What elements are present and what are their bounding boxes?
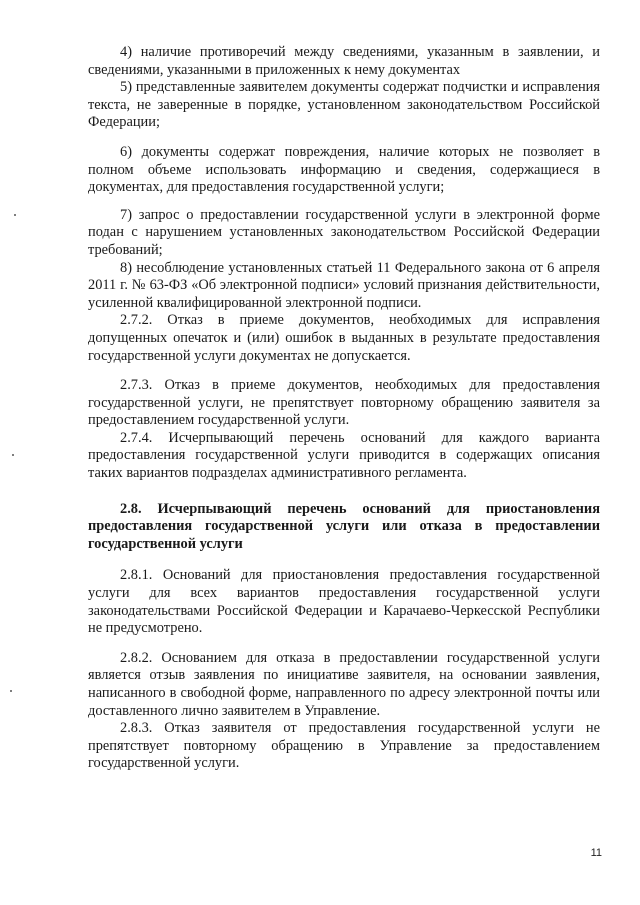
paragraph-2-7-3: 2.7.3. Отказ в приеме документов, необходимых для предоставления государственной услуги, не препятствует повторному обращению заявителя за предоставлением государственной услуги. — [88, 377, 600, 429]
list-item-6: 6) документы содержат повреждения, наличие которых не позволяет в полном объеме использовать информацию и сведения, содержащиеся в документах, для предоставления государственной услуги; — [88, 143, 600, 196]
list-item-4: 4) наличие противоречий между сведениями, указанным в заявлении, и сведениями, указанными в приложенных к нему документах — [88, 44, 600, 78]
document-body — [88, 44, 600, 781]
list-item-8: 8) несоблюдение установленных статьей 11 Федерального закона от 6 апреля 2011 г. № 63-ФЗ «Об электронной подписи» условий признания действительности, усиленной квалифицированной электронной подписи. — [88, 259, 600, 311]
paragraph-2-7-4: 2.7.4. Исчерпывающий перечень оснований для каждого варианта предоставления государственной услуги приводится в содержащих описания таких вариантов подразделах административного регламента. — [88, 429, 600, 482]
list-item-7: 7) запрос о предоставлении государственной услуги в электронной форме подан с нарушением установленных законодательством Российской Федерации требований; — [88, 206, 600, 258]
scan-speck — [10, 690, 12, 692]
paragraph-2-8-2: 2.8.2. Основанием для отказа в предоставлении государственной услуги является отзыв заявления по инициативе заявителя, на основании заявления, написанного в свободной форме, направленного по адресу электронной почты или доставленного лично заявителем в Управление. — [88, 649, 600, 719]
list-item-5: 5) представленные заявителем документы содержат подчистки и исправления текста, не заверенные в порядке, установленном законодательством Российской Федерации; — [88, 79, 600, 131]
paragraph-2-7-2: 2.7.2. Отказ в приеме документов, необходимых для исправления допущенных опечаток и (или) ошибок в выданных в результате предоставления государственной услуги документах не допускается. — [88, 312, 600, 364]
section-heading-2-8: 2.8. Исчерпывающий перечень оснований для приостановления предоставления государственной услуги или отказа в предоставлении государственной услуги — [88, 500, 600, 552]
paragraph-2-8-1: 2.8.1. Оснований для приостановления предоставления государственной услуги для всех вариантов предоставления государственной услуги законодательствами Российской Федерации и Карачаево-Черкесской Республики не предусмотрено. — [88, 567, 600, 637]
paragraph-2-8-3: 2.8.3. Отказ заявителя от предоставления государственной услуги не препятствует повторному обращению в Управление за предоставлением государственной услуги. — [88, 720, 600, 772]
page-number: 11 — [590, 847, 602, 859]
scan-speck — [12, 454, 14, 456]
scan-speck — [14, 214, 16, 216]
